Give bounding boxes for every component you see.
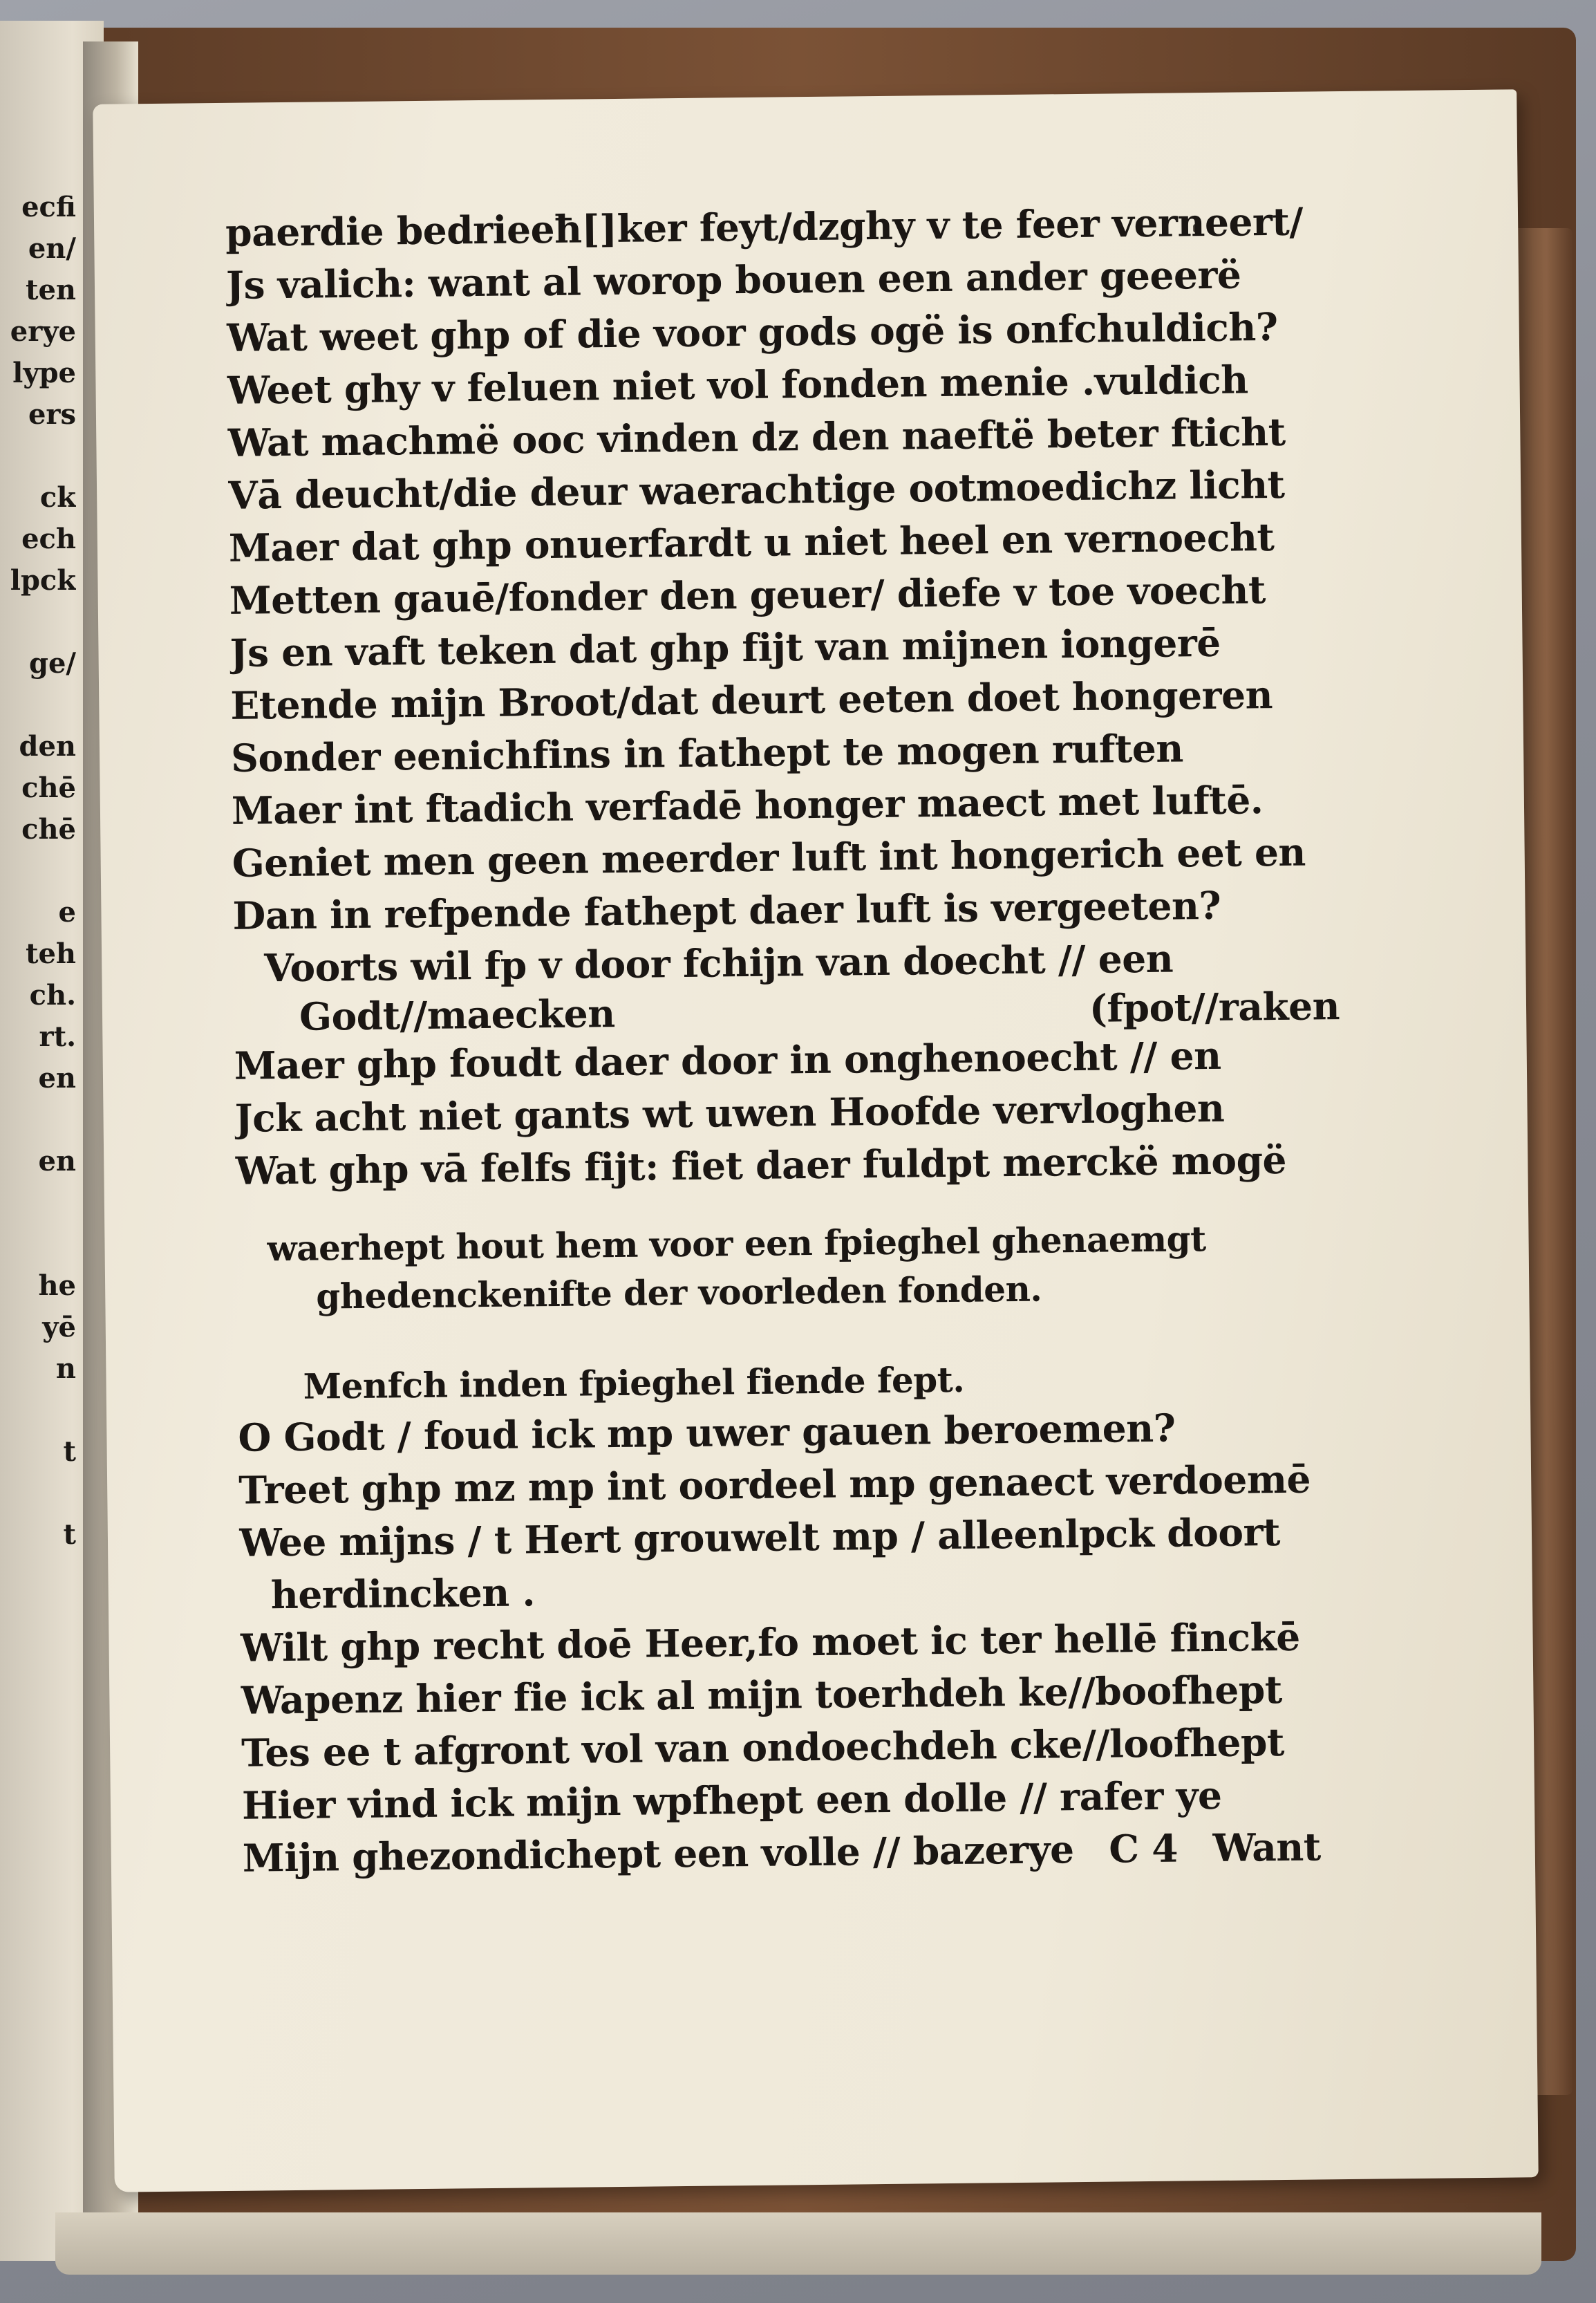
left-page-fragment [0, 436, 76, 477]
text-line: Wat machmë ooc vinden dz den naeftë beter fticht [227, 409, 1286, 465]
left-page-fragment: lpck [10, 564, 76, 597]
left-page-fragment: ecfi [21, 191, 76, 223]
left-page-fragment: ech [21, 523, 76, 555]
left-page-fragment: en [38, 1145, 76, 1177]
caption-line: ghedenckenifte der voorleden fonden. [316, 1268, 1042, 1317]
left-page-fragment: n [55, 1352, 76, 1385]
left-page-fragment: ge/ [28, 647, 76, 680]
text-line: Jck acht niet gants wt uwen Hoofde vervloghen [234, 1085, 1225, 1141]
verse-block-1 [225, 195, 1339, 942]
left-page-fragment [0, 1224, 76, 1265]
text-line: Metten gauē/fonder den geuer/ diefe v toe voecht [229, 567, 1266, 623]
text-line: Wapenz hier fie ick al mijn toerhdeh ke//boofhept [241, 1666, 1283, 1723]
text-line: herdincken . [270, 1569, 536, 1618]
text-line: Treet ghp mz mp int oordeel mp genaect verdoemē [238, 1456, 1311, 1513]
text-line: Hier vind ick mijn wpfhept een dolle // rafer ye [241, 1772, 1222, 1828]
text-line: Maer ghp foudt daer door in onghenoecht // en [234, 1032, 1221, 1088]
subheading: Menfch inden fpieghel fiende fept. [303, 1359, 965, 1407]
verse-block-4 [240, 1610, 1348, 1832]
left-page-fragment: ers [28, 398, 76, 431]
left-page-fragment [0, 1390, 76, 1431]
text-line: Js valich: want al worop bouen een ander geeerë [225, 252, 1241, 308]
split-line-right: (fpot//raken [1089, 983, 1340, 1031]
left-page-fragment [0, 1473, 76, 1514]
left-page-fragment: den [19, 730, 76, 763]
left-page-fragment: ch. [29, 979, 76, 1011]
left-page-fragment: ten [25, 274, 76, 306]
text-line: O Godt / foud ick mp uwer gauen beroemen? [238, 1405, 1176, 1460]
text-line: Wat ghp vā felfs fijt: fiet daer fuldpt merckë mogë [235, 1137, 1287, 1193]
text-line: Sonder eenichfins in fathept te mogen ruften [230, 725, 1184, 781]
left-page-fragment: t [63, 1435, 76, 1468]
text-line: Wat weet ghp of die voor gods ogë is onfchuldich? [226, 304, 1278, 360]
left-page-fragment: en/ [28, 232, 76, 265]
verse-block-3 [238, 1400, 1345, 1569]
text-line: Wilt ghp recht doē Heer,fo moet ic ter hellē finckē [240, 1614, 1300, 1670]
split-line-left: Godt//maecken [299, 991, 616, 1039]
verse-block-2 [234, 1028, 1341, 1197]
left-page-fragment: he [38, 1269, 76, 1302]
left-page-fragment [0, 1182, 76, 1224]
left-page-fragment: yē [42, 1311, 76, 1343]
text-line: Dan in refpende fathept daer luft is vergeeten? [232, 882, 1221, 938]
catchword: Want [1212, 1824, 1322, 1871]
text-line: Weet ghy v feluen niet vol fonden menie .vuldich [227, 357, 1249, 413]
text-line: Vā deucht/die deur waerachtige ootmoedichz licht [227, 461, 1285, 518]
caption-line: waerhept hout hem voor een fpieghel ghenaemgt [267, 1218, 1206, 1269]
left-page-fragment: rt. [39, 1020, 76, 1053]
right-page [93, 89, 1539, 2192]
text-line: Mijn ghezondichept een volle // bazerye [242, 1827, 1074, 1881]
left-page-fragment: erye [10, 315, 76, 348]
text-line: Tes ee t afgront vol van ondoechdeh cke//loofhept [241, 1719, 1285, 1775]
left-page-fragment [0, 850, 76, 892]
left-page-fragment: t [63, 1518, 76, 1551]
left-page-fragment: lype [12, 357, 76, 389]
left-page-fragment: teh [25, 938, 76, 970]
page-footer [242, 1820, 1349, 1885]
left-page-fragment [0, 1099, 76, 1141]
left-page-fragment: chē [21, 772, 76, 804]
left-page-fragment: ck [39, 481, 76, 514]
left-page-text [0, 187, 76, 1556]
text-line: paerdie bedrieeħ[]ker feyt/dzghy v te feer verneert/ [225, 198, 1304, 255]
text-line: Voorts wil fp v door fchijn van doecht // een [263, 935, 1174, 991]
left-page-fragment [0, 602, 76, 643]
text-line: Geniet men geen meerder luft int hongerich eet en [232, 829, 1306, 886]
text-line: Maer int ftadich verfadē honger maect met luftē. [231, 777, 1264, 833]
left-page-fragment: en [38, 1062, 76, 1094]
text-line: Js en vaft teken dat ghp fijt van mijnen iongerē [229, 619, 1221, 675]
page-text [225, 195, 1349, 1885]
signature-mark: C 4 [1108, 1825, 1179, 1872]
left-page-fragment: e [58, 896, 76, 929]
text-line: Etende mijn Broot/dat deurt eeten doet hongeren [230, 672, 1273, 728]
text-line: Wee mijns / t Hert grouwelt mp / alleenlpck doort [238, 1509, 1281, 1565]
page-bottom-edge [55, 2212, 1541, 2275]
left-page-fragment [0, 684, 76, 726]
text-line: Maer dat ghp onuerfardt u niet heel en vernoecht [228, 514, 1275, 570]
left-page-fragment: chē [21, 813, 76, 846]
